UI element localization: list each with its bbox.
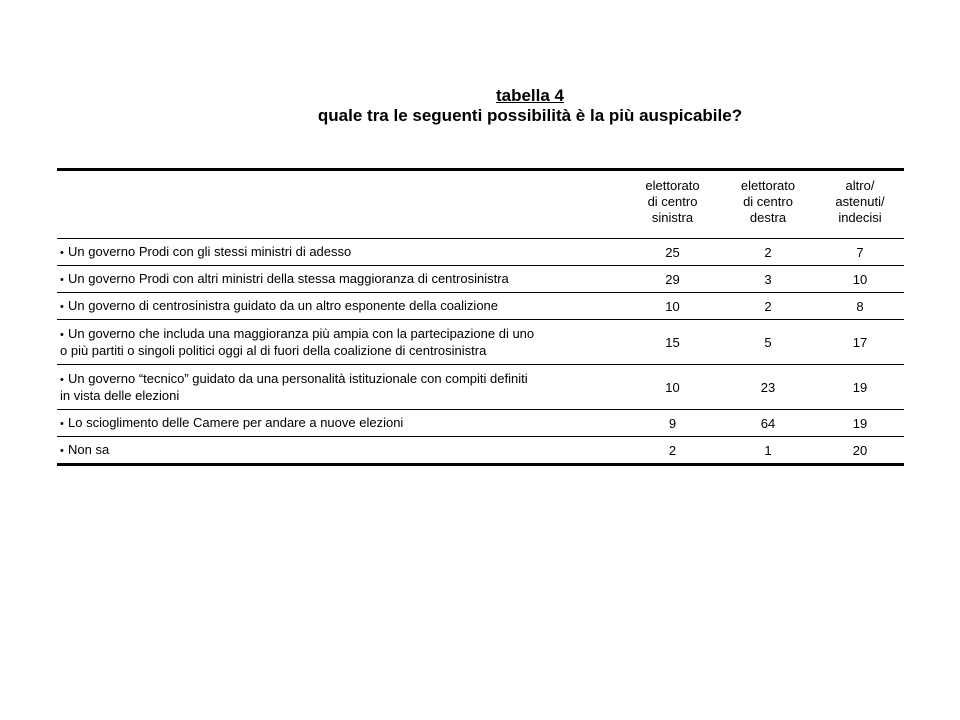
column-header-line: di centro — [647, 194, 698, 209]
row-label — [57, 437, 625, 465]
row-label — [57, 239, 625, 266]
cell-value: 5 — [720, 320, 816, 365]
cell-value: 64 — [720, 410, 816, 437]
table-row — [57, 410, 904, 437]
column-header-line: sinistra — [651, 210, 694, 225]
bullet-icon: • — [60, 374, 64, 386]
cell-value: 2 — [720, 293, 816, 320]
table-row — [57, 239, 904, 266]
column-header-line: altro/ — [845, 178, 875, 193]
row-label-text: Un governo Prodi con gli stessi ministri di adesso — [68, 243, 352, 259]
cell-value: 8 — [816, 293, 904, 320]
column-header-line: astenuti/ — [835, 194, 885, 209]
row-label-text: Un governo che includa una maggioranza più ampia con la partecipazione di uno — [68, 326, 535, 341]
cell-value: 2 — [625, 437, 720, 465]
row-label — [57, 320, 625, 365]
column-header-line: elettorato — [645, 178, 700, 193]
row-label — [57, 293, 625, 320]
cell-value: 7 — [816, 239, 904, 266]
table-header-row — [57, 170, 904, 239]
cell-value: 19 — [816, 410, 904, 437]
survey-table-container — [57, 168, 904, 466]
cell-value: 1 — [720, 437, 816, 465]
column-header-line: elettorato — [740, 178, 796, 193]
cell-value: 20 — [816, 437, 904, 465]
bullet-icon: • — [60, 329, 64, 341]
column-header-line: destra — [749, 210, 787, 225]
cell-value: 2 — [720, 239, 816, 266]
cell-value: 25 — [625, 239, 720, 266]
cell-value: 19 — [816, 365, 904, 410]
bullet-icon: • — [60, 300, 64, 313]
row-label-text: in vista delle elezioni — [60, 388, 180, 403]
bullet-icon: • — [60, 417, 64, 430]
bullet-icon: • — [60, 273, 64, 286]
table-row — [57, 365, 904, 410]
column-header-centro-sinistra — [625, 170, 720, 239]
row-label-text: Non sa — [68, 441, 110, 457]
bullet-icon: • — [60, 246, 64, 259]
column-header-line: di centro — [743, 194, 793, 209]
row-label-text: Lo scioglimento delle Camere per andare a nuove elezioni — [68, 414, 404, 430]
column-header-line: indecisi — [838, 210, 882, 225]
cell-value: 10 — [625, 365, 720, 410]
table-row — [57, 320, 904, 365]
cell-value: 29 — [625, 266, 720, 293]
row-label-text: o più partiti o singoli politici oggi al di fuori della coalizione di centrosinistra — [60, 343, 487, 358]
cell-value: 3 — [720, 266, 816, 293]
row-label — [57, 266, 625, 293]
row-label-text: Un governo di centrosinistra guidato da un altro esponente della coalizione — [68, 297, 499, 313]
table-row — [57, 266, 904, 293]
bullet-icon: • — [60, 444, 64, 457]
row-label-text: Un governo “tecnico” guidato da una personalità istituzionale con compiti definiti — [68, 371, 528, 386]
row-label — [57, 365, 625, 410]
table-question-title: quale tra le seguenti possibilità è la più auspicabile? — [317, 106, 743, 125]
cell-value: 23 — [720, 365, 816, 410]
table-row — [57, 437, 904, 465]
row-label-text: Un governo Prodi con altri ministri della stessa maggioranza di centrosinistra — [68, 270, 509, 286]
cell-value: 10 — [625, 293, 720, 320]
cell-value: 9 — [625, 410, 720, 437]
cell-value: 15 — [625, 320, 720, 365]
survey-table — [57, 168, 904, 466]
row-label — [57, 410, 625, 437]
table-title-block — [0, 86, 960, 126]
header-empty-cell — [57, 170, 625, 239]
cell-value: 10 — [816, 266, 904, 293]
table-row — [57, 293, 904, 320]
cell-value: 17 — [816, 320, 904, 365]
table-number-title: tabella 4 — [495, 86, 565, 105]
column-header-altro — [816, 170, 904, 239]
column-header-centro-destra — [720, 170, 816, 239]
